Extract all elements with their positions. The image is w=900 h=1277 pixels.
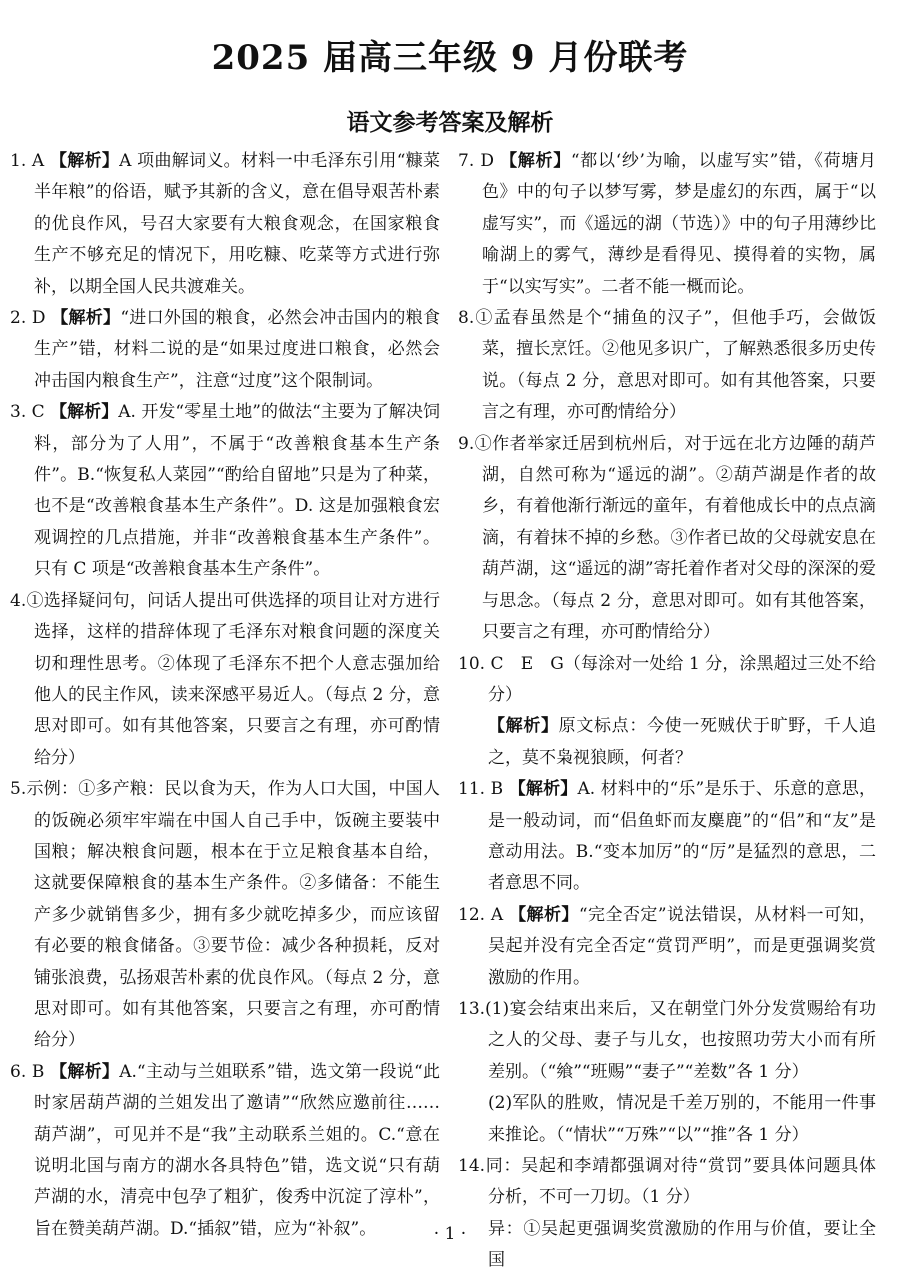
item-number: 11. B xyxy=(458,779,504,800)
page-number: · 1 · xyxy=(433,1224,467,1244)
item-number: 2. D xyxy=(10,308,46,329)
item-number: 4. xyxy=(10,590,27,611)
item-number: 7. D xyxy=(458,151,494,171)
answer-item xyxy=(458,303,876,429)
analysis-tag: 【解析】 xyxy=(50,1061,120,1082)
answer-item xyxy=(458,649,876,712)
answer-item xyxy=(458,146,876,303)
item-text: “都以‘纱’为喻，以虚写实”错，《荷塘月色》中的句子以梦写雾，梦是虚幻的东西，属于“以虚写实”，而《遥远的湖（节选）》中的句子用薄纱比喻湖上的雾气，薄纱是看得见、摸得着的实物，属于“以实写实”。二者不能一概而论。 xyxy=(482,151,876,297)
item-text: (2)军队的胜败，情况是千差万别的，不能用一件事来推论。（“情状”“万殊”“以”“推”各 1 分） xyxy=(488,1093,876,1145)
item-number: 5. xyxy=(10,779,27,800)
answer-item xyxy=(458,1151,876,1214)
item-text: “进口外国的粮食，必然会冲击国内的粮食生产”错，材料二说的是“如果过度进口粮食，必然会冲击国内粮食生产”，注意“过度”这个限制词。 xyxy=(34,308,440,391)
page-subtitle: 语文参考答案及解析 xyxy=(346,109,554,136)
answer-item xyxy=(10,146,440,303)
item-number: 10. C E G xyxy=(458,653,564,674)
analysis-tag: 【解析】 xyxy=(508,779,578,800)
item-text: A.“主动与兰姐联系”错，选文第一段说“此时家居葫芦湖的兰姐发出了邀请”“欣然应邀前往……葫芦湖”，可见并不是“我”主动联系兰姐的。C.“意在说明北国与南方的湖水各具特色”错，选文说“只有葫芦湖的水，清亮中包孕了粗犷，俊秀中沉淀了淳朴”，旨在赞美葫芦湖。D.“插叙”错，应为“补叙”。 xyxy=(34,1061,440,1239)
item-text: 原文标点：今使一死贼伏于旷野，千人追之，莫不枭视狼顾，何者？ xyxy=(488,716,877,768)
item-text: A. 材料中的“乐”是乐于、乐意的意思，是一般动词，而“侣鱼虾而友麋鹿”的“侣”和“友”是意动用法。B.“变本加厉”的“厉”是猛烈的意思，二者意思不同。 xyxy=(488,779,877,894)
item-text: 示例：①多产粮：民以食为天，作为人口大国，中国人的饭碗必须牢牢端在中国人自己手中，饭碗主要装中国粮；解决粮食问题，根本在于立足粮食基本自给，这就要保障粮食的基本生产条件。②多储备：不能生产多少就销售多少，拥有多少就吃掉多少，而应该留有必要的粮食储备。③要节俭：减少各种损耗，反对铺张浪费，弘扬艰苦朴素的优良作风。（每点 2 分，意思对即可。如有其他答案，只要言之有理，亦可酌情给分） xyxy=(26,779,440,1051)
answer-item xyxy=(458,994,876,1088)
item-text: 异：①吴起更强调奖赏激励的作用与价值，要让全国 xyxy=(488,1218,876,1271)
answer-item xyxy=(10,1057,440,1245)
analysis-tag: 【解析】 xyxy=(50,402,119,423)
answer-item xyxy=(10,586,440,774)
item-number: 3. C xyxy=(10,402,45,423)
item-number: 12. A xyxy=(458,904,504,925)
analysis-tag: 【解析】 xyxy=(49,151,120,171)
answer-subparagraph xyxy=(458,1088,876,1151)
item-text: ①选择疑问句，问话人提出可供选择的项目让对方进行选择，这样的措辞体现了毛泽东对粮食问题的深度关切和理性思考。②体现了毛泽东不把个人意志强加给他人的民主作风，读来深感平易近人。（每点 2 分，意思对即可。如有其他答案，只要言之有理，亦可酌情给分） xyxy=(26,590,440,768)
analysis-tag: 【解析】 xyxy=(51,308,121,329)
item-number: 1. A xyxy=(10,151,45,171)
right-column xyxy=(458,146,876,1277)
item-number: 14. xyxy=(458,1156,486,1176)
answer-item xyxy=(458,900,876,994)
answer-item xyxy=(10,303,440,397)
item-text: A 项曲解词义。材料一中毛泽东引用“糠菜半年粮”的俗语，赋予其新的含义，意在倡导艰苦朴素的优良作风，号召大家要有大粮食观念，在国家粮食生产不够充足的情况下，用吃糠、吃菜等方式进行弥补，以期全国人民共渡难关。 xyxy=(34,151,441,297)
answer-item xyxy=(458,774,876,900)
answer-subparagraph xyxy=(458,711,876,774)
item-text: “完全否定”说法错误，从材料一可知，吴起并没有完全否定“赏罚严明”，而是更强调奖赏激励的作用。 xyxy=(488,904,877,988)
item-text: （每涂对一处给 1 分，涂黑超过三处不给分） xyxy=(488,653,877,705)
item-text: ①作者举家迁居到杭州后，对于远在北方边陲的葫芦湖，自然可称为“遥远的湖”。②葫芦湖是作者的故乡，有着他渐行渐远的童年，有着他成长中的点点滴滴，有着抹不掉的乡愁。③作者已故的父母就安息在葫芦湖，这“遥远的湖”寄托着作者对父母的深深的爱与思念。（每点 2 分，意思对即可。如有其他答案，只要言之有理，亦可酌情给分） xyxy=(474,433,876,643)
item-text: (1)宴会结束出来后，又在朝堂门外分发赏赐给有功之人的父母、妻子与儿女，也按照功劳大小而有所差别。（“飨”“班赐”“妻子”“差数”各 1 分） xyxy=(485,998,876,1082)
left-column xyxy=(10,146,440,1245)
item-text: ①孟春虽然是个“捕鱼的汉子”，但他手巧，会做饭菜，擅长烹饪。②他见多识广，了解熟悉很多历史传说。（每点 2 分，意思对即可。如有其他答案，只要言之有理，亦可酌情给分） xyxy=(474,308,876,423)
analysis-tag: 【解析】 xyxy=(488,716,559,737)
answer-item xyxy=(10,397,440,585)
item-number: 6. B xyxy=(10,1061,45,1082)
item-text: A. 开发“零星土地”的做法“主要为了解决饲料，部分为了人用”，不属于“改善粮食基本生产条件”。B.“恢复私人菜园”“酌给自留地”只是为了种菜，也不是“改善粮食基本生产条件”。D. 这是加强粮食宏观调控的几点措施，并非“改善粮食基本生产条件”。只有 C 项是“改善粮食基本生产条件”。 xyxy=(34,402,440,580)
item-number: 13. xyxy=(458,998,486,1019)
answer-item xyxy=(458,429,876,649)
analysis-tag: 【解析】 xyxy=(509,904,579,925)
answer-item xyxy=(10,774,440,1057)
item-number: 9. xyxy=(458,433,475,454)
page-title: 2025 届高三年级 9 月份联考 xyxy=(211,38,689,78)
item-number: 8. xyxy=(458,308,475,329)
item-text: 同：吴起和李靖都强调对待“赏罚”要具体问题具体分析，不可一刀切。（1 分） xyxy=(485,1156,876,1208)
analysis-tag: 【解析】 xyxy=(500,151,571,171)
